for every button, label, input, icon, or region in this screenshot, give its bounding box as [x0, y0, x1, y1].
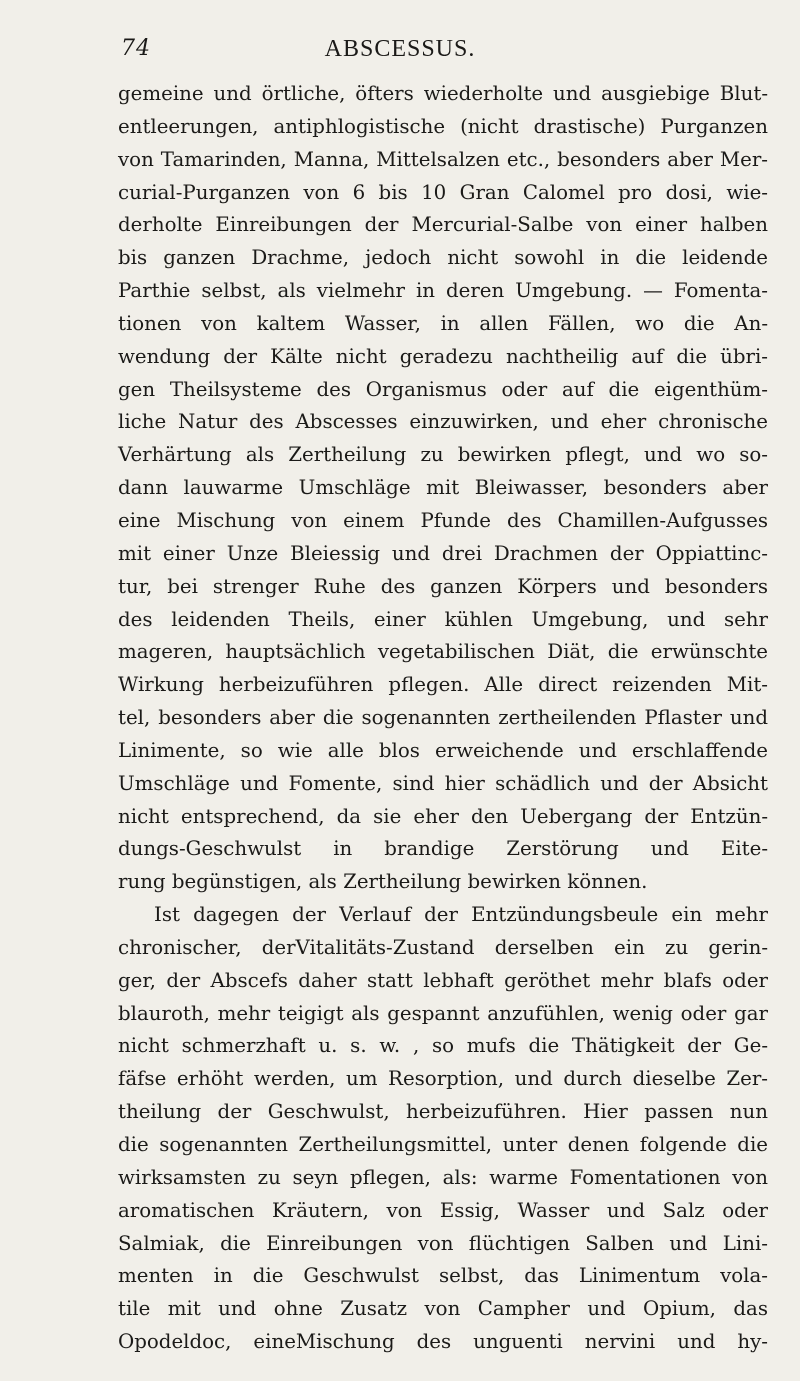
- text-line: Opodeldoc, eineMischung des unguenti nervini und hy-: [118, 1330, 768, 1354]
- page-header: [0, 36, 800, 76]
- paragraph-end-line: rung begünstigen, als Zertheilung bewirken können.: [118, 870, 648, 894]
- text-line: nicht schmerzhaft u. s. w. , so mufs die Thätigkeit der Ge-: [118, 1034, 768, 1058]
- text-line: wendung der Kälte nicht geradezu nachtheilig auf die übri-: [118, 344, 768, 368]
- text-line: liche Natur des Abscesses einzuwirken, und eher chronische: [118, 410, 768, 434]
- text-line: chronischer, derVitalitäts-Zustand derselben ein zu gerin-: [118, 935, 768, 959]
- text-line: Verhärtung als Zertheilung zu bewirken pflegt, und wo so-: [118, 443, 768, 467]
- paragraph-start-line: Ist dagegen der Verlauf der Entzündungsbeule ein mehr: [154, 903, 768, 927]
- text-line: tile mit und ohne Zusatz von Campher und Opium, das: [118, 1297, 768, 1321]
- text-line: fäfse erhöht werden, um Resorption, und durch dieselbe Zer-: [118, 1067, 768, 1091]
- text-line: menten in die Geschwulst selbst, das Linimentum vola-: [118, 1264, 768, 1288]
- text-line: wirksamsten zu seyn pflegen, als: warme Fomentationen von: [118, 1165, 768, 1189]
- text-line: Parthie selbst, als vielmehr in deren Umgebung. — Fomenta-: [118, 279, 768, 303]
- text-line: Wirkung herbeizuführen pflegen. Alle direct reizenden Mit-: [118, 673, 768, 697]
- text-line: curial-Purganzen von 6 bis 10 Gran Calomel pro dosi, wie-: [118, 180, 768, 204]
- text-line: gen Theilsysteme des Organismus oder auf die eigenthüm-: [118, 377, 768, 401]
- text-line: mit einer Unze Bleiessig und drei Drachmen der Oppiattinc-: [118, 541, 768, 565]
- text-line: bis ganzen Drachme, jedoch nicht sowohl in die leidende: [118, 246, 768, 270]
- text-line: derholte Einreibungen der Mercurial-Salbe von einer halben: [118, 213, 768, 237]
- text-line: dann lauwarme Umschläge mit Bleiwasser, besonders aber: [118, 476, 768, 500]
- text-line: von Tamarinden, Manna, Mittelsalzen etc., besonders aber Mer-: [118, 147, 768, 171]
- text-line: Salmiak, die Einreibungen von flüchtigen Salben und Lini-: [118, 1231, 768, 1255]
- text-line: Linimente, so wie alle blos erweichende und erschlaffende: [118, 738, 768, 762]
- text-line: ger, der Abscefs daher statt lebhaft geröthet mehr blafs oder: [118, 968, 768, 992]
- text-line: gemeine und örtliche, öfters wiederholte und ausgiebige Blut-: [118, 82, 768, 105]
- text-line: entleerungen, antiphlogistische (nicht drastische) Purganzen: [118, 114, 768, 138]
- text-line: die sogenannten Zertheilungsmittel, unter denen folgende die: [118, 1133, 768, 1156]
- text-line: Umschläge und Fomente, sind hier schädlich und der Absicht: [118, 771, 768, 795]
- text-line: eine Mischung von einem Pfunde des Chamillen-Aufgusses: [118, 508, 768, 532]
- running-title: ABSCESSUS.: [324, 36, 476, 62]
- text-line: dungs-Geschwulst in brandige Zerstörung und Eite-: [118, 837, 768, 861]
- text-line: theilung der Geschwulst, herbeizuführen. Hier passen nun: [118, 1100, 768, 1124]
- body-text: [118, 78, 768, 1359]
- text-line: tionen von kaltem Wasser, in allen Fällen, wo die An-: [118, 311, 768, 335]
- text-line: nicht entsprechend, da sie eher den Uebergang der Entzün-: [118, 804, 768, 828]
- text-line: aromatischen Kräutern, von Essig, Wasser und Salz oder: [118, 1198, 768, 1222]
- text-line: blauroth, mehr teigigt als gespannt anzufühlen, wenig oder gar: [118, 1001, 768, 1025]
- text-line: tel, besonders aber die sogenannten zertheilenden Pflaster und: [118, 706, 768, 730]
- text-line: des leidenden Theils, einer kühlen Umgebung, und sehr: [118, 607, 768, 631]
- text-line: tur, bei strenger Ruhe des ganzen Körpers und besonders: [118, 574, 768, 598]
- page-number: 74: [121, 36, 151, 61]
- text-line: mageren, hauptsächlich vegetabilischen Diät, die erwünschte: [118, 640, 768, 664]
